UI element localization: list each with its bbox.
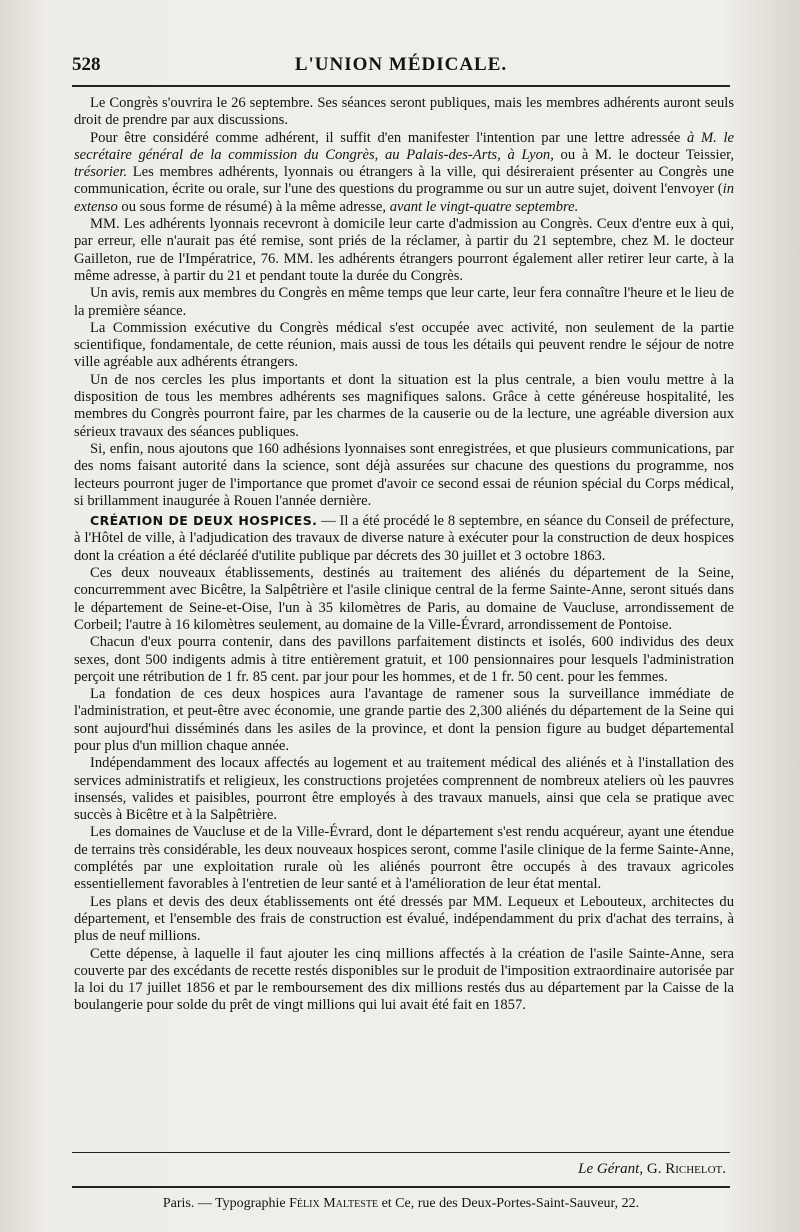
text-run: Indépendamment des locaux affectés au logement et au traitement médical des aliénés et à l'installation des services administratifs et religieux, les constructions projetées comprennent de nombreux ateliers où les pauvres insensés, valides et paisibles, pourront être employés à des travaux manuels, ainsi que cela se pratique avec succès à Bicêtre et à la Salpêtrière. <box>74 755 734 824</box>
text-run: ou à M. le docteur Teissier, <box>553 146 735 163</box>
text-run: — Il a été procédé le 8 septembre, en séance du Conseil de préfecture, à l'Hôtel de ville, à l'adjudication des travaux de diverse nature à exécuter pour la construction de deux hospices dont la création a été déclaréé d'utilite publique par décrets des 30 juillet et 3 octobre 1863. <box>74 513 734 564</box>
page-number: 528 <box>72 54 101 75</box>
imprint-prefix: Paris. — Typographie <box>162 1196 290 1211</box>
running-header <box>72 50 730 80</box>
section-title: CRÉATION DE DEUX HOSPICES. <box>90 513 318 529</box>
paragraph <box>74 824 734 893</box>
text-run: Les plans et devis des deux établissements ont été dressés par MM. Lequeux et Lebouteux, architectes du département, et l'ensemble des frais de construction est évalué, indépendamment du prix d'achat des terrains, à plus de neuf millions. <box>74 893 734 945</box>
italic-text: avant le vingt-quatre septembre. <box>389 198 579 215</box>
text-run: La fondation de ces deux hospices aura l'avantage de ramener sous la surveillance immédiate de l'administration, et peut-être avec économie, une grande partie des 2,300 aliénés du département de la Seine qui sont aujourd'hui disséminés dans les asiles de la province, et dont la pension figure au budget départemental pour plus d'un million chaque année. <box>74 686 734 754</box>
paragraph <box>74 894 734 946</box>
text-run: Cette dépense, à laquelle il faut ajouter les cinq millions affectés à la création de l'asile Sainte-Anne, sera couverte par des excédants de recette restés disponibles sur le produit de l'imposition extraordinaire autorisée par la loi du 17 juillet 1856 et par le remboursement des dix millions restés dus au département par la Caisse de la boulangerie pour solde du prêt de vingt millions qui lui avait été fait en 1857. <box>74 945 734 1014</box>
italic-text: in extenso <box>74 181 734 215</box>
text-run: Si, enfin, nous ajoutons que 160 adhésions lyonnaises sont enregistrées, et que plusieurs communications, par des noms faisant autorité dans la science, sont déjà assurées sur chacune des questions du programme, nos lecteurs pourront juger de l'importance que promet d'avoir ce second essai de réunion spécial du Corps médical, si brillamment inaugurée à Rouen l'année dernière. <box>74 440 734 509</box>
text-run: Le Congrès s'ouvrira le 26 septembre. Ses séances seront publiques, mais les membres adhérents auront seuls droit de prendre par aux discussions. <box>74 95 734 129</box>
article-body <box>74 95 734 1015</box>
imprint-printer: Félix Malteste <box>289 1196 379 1211</box>
header-rule <box>72 85 730 87</box>
paragraph <box>74 285 734 320</box>
footer-rule <box>72 1152 730 1153</box>
text-run: Pour être considéré comme adhérent, il suffit d'en manifester l'intention par une lettre adressée <box>90 129 688 146</box>
paragraph <box>74 95 734 130</box>
paragraph <box>74 634 734 686</box>
text-run: Les membres adhérents, lyonnais ou étrangers à la ville, qui désireraient présenter au Congrès une communication, écrite ou orale, sur l'une des questions du programme ou sur un autre sujet, doivent l'envoyer ( <box>74 164 734 198</box>
imprint-rule <box>72 1186 730 1188</box>
text-run: Ces deux nouveaux établissements, destinés au traitement des aliénés du département de la Seine, concurremment avec Bicêtre, la Salpêtrière et l'asile clinique central de la ferme Sainte-Anne, seront situés dans le département de Seine-et-Oise, l'un à 35 kilomètres de Paris, au domaine de Vaucluse, arrondissement de Corbeil; l'autre à 16 kilomètres seulement, au domaine de la Ville-Évrard, arrondissement de Pontoise. <box>74 565 734 633</box>
signature-role: Le Gérant <box>578 1161 640 1177</box>
signature-name: G. Richelot. <box>646 1161 726 1177</box>
paragraph <box>74 755 734 824</box>
text-run: MM. Les adhérents lyonnais recevront à domicile leur carte d'admission au Congrès. Ceux d'entre eux à qui, par erreur, elle n'aurait pas été remise, sont priés de la réclamer, à partir du 21 septembre, chez M. le docteur Gailleton, rue de l'Impératrice, 76. MM. les adhérents étrangers pourront également aller retirer leur carte, à la même adresse, à partir du 21 et pendant toute la durée du Congrès. <box>74 216 734 284</box>
text-run: Un de nos cercles les plus importants et dont la situation est la plus centrale, a bien voulu mettre à la disposition de tous les membres adhérents ses magnifiques salons. Grâce à cette généreuse hospitalité, les membres du Congrès pourront faire, par les charmes de la causerie ou de la lecture, une agréable diversion aux sérieux travaux des séances publiques. <box>74 371 734 440</box>
printer-imprint <box>72 1196 730 1212</box>
paragraph <box>74 686 734 755</box>
italic-text: trésorier. <box>74 164 128 181</box>
paragraph <box>74 946 734 1015</box>
italic-text: à M. le secrétaire général de la commission du Congrès, au Palais-des-Arts, à Lyon, <box>74 129 734 163</box>
imprint-suffix: et Ce, rue des Deux-Portes-Saint-Sauveur, 22. <box>378 1196 640 1211</box>
journal-title: L'UNION MÉDICALE. <box>294 54 508 75</box>
text-run: Chacun d'eux pourra contenir, dans des pavillons parfaitement distincts et isolés, 600 individus des deux sexes, dont 500 indigents admis à titre entièrement gratuit, et 100 pensionnaires pour lesquels l'administration perçoit une rétribution de 1 fr. 85 cent. par jour pour les hommes, et de 1 fr. 50 cent. pour les femmes. <box>74 634 734 685</box>
text-run: La Commission exécutive du Congrès médical s'est occupée avec activité, non seulement de la partie scientifique, fondamentale, de cette réunion, mais aussi de tous les détails qui peuvent rendre le séjour de notre ville agréable aux adhérents étrangers. <box>74 319 734 371</box>
text-run: Les domaines de Vaucluse et de la Ville-Évrard, dont le département s'est rendu acquéreur, ayant une étendue de terrains très considérable, les deux nouveaux hospices seront, comme l'asile clinique de la ferme Sainte-Anne, complétés par une exploitation rurale où les aliénés pourront être occupés à des travaux agricoles essentiellement favorables à l'entretien de leur santé et à l'amélioration de leur état mental. <box>74 824 734 893</box>
paragraph <box>74 512 734 565</box>
paragraph <box>74 320 734 372</box>
signature-separator: , <box>639 1161 647 1177</box>
signature <box>578 1161 726 1178</box>
paragraph <box>74 130 734 216</box>
text-run: ou sous forme de résumé) à la même adresse, <box>117 198 390 215</box>
paragraph <box>74 216 734 285</box>
paragraph <box>74 441 734 510</box>
paragraph <box>74 372 734 441</box>
text-run: Un avis, remis aux membres du Congrès en même temps que leur carte, leur fera connaître l'heure et le lieu de la première séance. <box>74 285 734 319</box>
paragraph <box>74 565 734 634</box>
